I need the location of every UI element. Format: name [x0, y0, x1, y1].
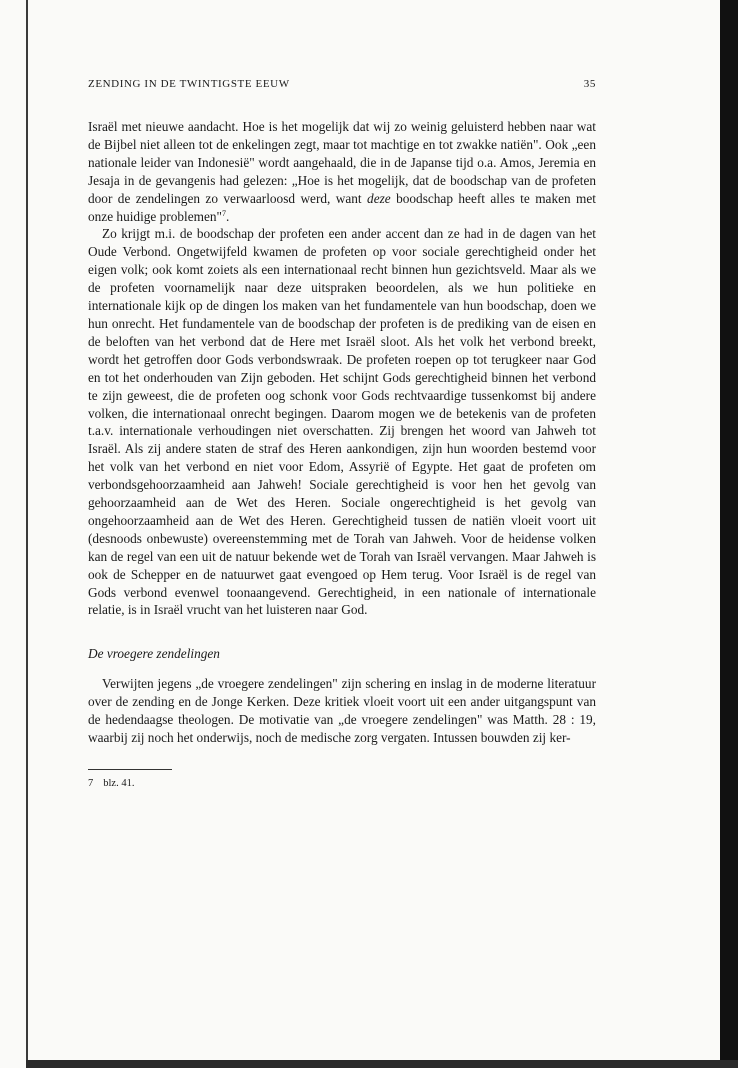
paragraph-1-period: . [225, 208, 230, 224]
running-head [88, 78, 596, 96]
page-number: 35 [583, 78, 596, 90]
scan-left-edge [26, 0, 28, 1068]
footnote-rule [88, 769, 172, 770]
footnote-text: blz. 41. [103, 777, 135, 789]
scan-bottom-edge [26, 1060, 738, 1068]
footnote [88, 778, 596, 789]
body-text [88, 118, 596, 747]
paragraph-3: Verwijten jegens „de vroegere zendelingen" zijn schering en inslag in de moderne literatuur over de zending en de Jonge Kerken. Deze kritiek vloeit voort uit een ander uitgangspunt van de hedendaagse theologen. De motivatie van „de vroegere zendelingen" was Matth. 28 : 19, waarbij zij noch het onderwijs, noch de medische zorg vergaten. Intussen bouwden zij ker- [88, 676, 596, 745]
paragraph-1-text: Israël met nieuwe aandacht. Hoe is het mogelijk dat wij zo weinig geluisterd hebben naar wat de Bijbel niet alleen tot de enkelingen zegt, maar tot machtige en tot zwakke natiën". Ook „een nationale leider van Indonesië" wordt aangehaald, die in de Japanse tijd o.a. Amos, Jeremia en Jesaja in de gevangenis had gelezen: „Hoe is het mogelijk, dat de boodschap van de profeten door de zendelingen zo verwaarloosd werd, want [88, 119, 596, 206]
running-head-title: ZENDING IN DE TWINTIGSTE EEUW [88, 78, 290, 90]
footnote-mark: 7 [88, 777, 94, 789]
paragraph-1-italic: deze [367, 190, 391, 206]
paragraph-2: Zo krijgt m.i. de boodschap der profeten een ander accent dan ze had in de dagen van het Oude Verbond. Ongetwijfeld kwamen de profeten op voor sociale gerechtigheid onder het eigen volk; ook komt zoiets als een internationaal recht binnen hun gezichtsveld. Maar als we de profeten voornamelijk naar deze uitspraken beoordelen, als we hun politieke en internationale kijk op de dingen los maken van het fundamentele van hun boodschap, doen we hun onrecht. Het fundamentele van de boodschap der profeten is de prediking van de eisen en de beloften van het verbond dat de Here met Israël sloot. Als het volk het verbond breekt, wordt het getroffen door Gods verbondswraak. De profeten roepen op tot terugkeer naar God en tot het onderhouden van Zijn geboden. Het schijnt Gods gerechtigheid binnen het verbond te zijn geweest, die de profeten oog schonk voor Gods rechtvaardige tussenkomst bij andere volken, die internationaal onrecht begingen. Daarom mogen we de betekenis van de profeten t.a.v. internationale verhoudingen niet overschatten. Zij brengen het woord van Jahweh tot Israël. Als zij andere staten de straf des Heren aankondigen, zijn hun woorden bestemd voor het volk van het verbond en niet voor Edom, Assyrië of Egypte. Het gaat de profeten om verbondsgehoorzaamheid aan Jahweh! Sociale gerechtigheid is voor hen het gevolg van gehoorzaamheid aan de Wet des Heren. Sociale ongerechtigheid is het gevolg van ongehoorzaamheid aan de Wet des Heren. Gerechtigheid tussen de natiën vloeit voort uit (desnoods onbewuste) overeenstemming met de Torah van Jahweh. Voor de heidense volken kan de regel van een uit de natuur bekende wet de Torah van Israël vervangen. Maar Jahweh is ook de Schepper en de natuurwet gaat evengoed op Hem terug. Voor Israël is de regel van Gods verbond evenwel toonaangevend. Gerechtigheid, in een nationale of internationale relatie, is in Israël vrucht van het luisteren naar God. [88, 226, 596, 618]
paragraph-1-text-end: boodschap heeft alles te maken met onze huidige problemen" [88, 190, 596, 224]
book-page [88, 78, 596, 789]
paragraph-1 [88, 118, 596, 225]
footnote-reference: 7 [221, 208, 226, 218]
section-heading: De vroegere zendelingen [88, 646, 220, 662]
scan-right-edge [720, 0, 738, 1068]
